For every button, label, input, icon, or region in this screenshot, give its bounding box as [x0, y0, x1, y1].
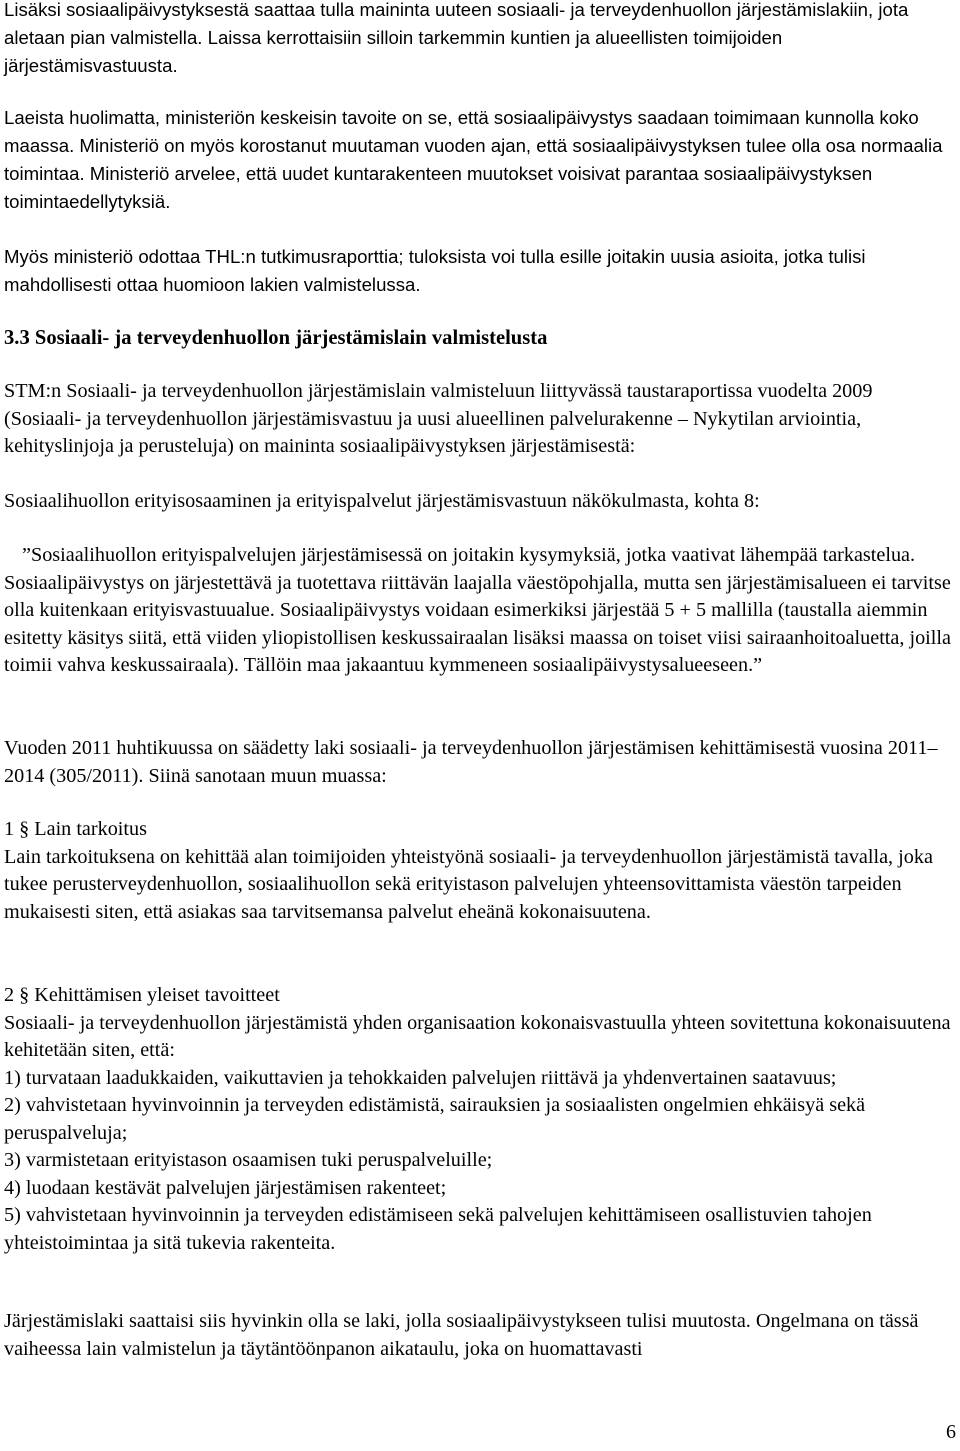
- list-item: 3) varmistetaan erityistason osaamisen tuki peruspalveluille;: [4, 1149, 493, 1171]
- paragraph-ministry-goal: Laeista huolimatta, ministeriön keskeisin tavoite on se, että sosiaalipäivystys saadaan toimimaan kunnolla koko maassa. Ministeriö on myös korostanut muutaman vuoden ajan, että sosiaalipäivystyksen tulee olla osa normaalia toimintaa. Ministeriö arvelee, että uudet kuntarakenteen muutokset voisivat parantaa sosiaalipäivystyksen toimintaedellytyksiä.: [4, 107, 943, 212]
- list-item: 2) vahvistetaan hyvinvoinnin ja terveyden edistämistä, sairauksien ja sosiaalisten ongelmien ehkäisyä sekä peruspalveluja;: [4, 1094, 866, 1144]
- list-item: 5) vahvistetaan hyvinvoinnin ja terveyden edistämiseen sekä palvelujen kehittämiseen osallistuvien tahojen yhteistoimintaa ja sitä tukevia rakenteita.: [4, 1204, 872, 1254]
- section-1: [4, 816, 954, 926]
- section-2: [4, 982, 954, 1257]
- paragraph-special-services: Sosiaalihuollon erityisosaaminen ja erityispalvelut järjestämisvastuun näkökulmasta, kohta 8:: [4, 490, 760, 512]
- paragraph-quote: ”Sosiaalihuollon erityispalvelujen järjestämisessä on joitakin kysymyksiä, jotka vaativat lähempää tarkastelua. Sosiaalipäivystys on järjestettävä ja tuotettava riittävän laajalla väestöpohjalla, mutta sen järjestämisalueen ei tarvitse olla kuitenkaan erityisvastuualue. Sosiaalipäivystys voidaan esimerkiksi järjestää 5 + 5 mallilla (taustalla aiemmin esitetty käsitys siitä, että viiden yliopistollisen keskussairaalan lisäksi maassa on toiset viisi sairaanhoitoaluetta, joilla toimii vahva keskussairaala). Tällöin maa jakaantuu kymmeneen sosiaalipäivystysalueeseen.”: [4, 544, 951, 676]
- section-1-body: Lain tarkoituksena on kehittää alan toimijoiden yhteistyönä sosiaali- ja terveydenhuollon järjestämistä tavalla, joka tukee perusterveydenhuollon, sosiaalihuollon sekä erityistason palvelujen yhteensovittamista väestön tarpeiden mukaisesti siten, että asiakas saa tarvitsemansa palvelut eheänä kokonaisuutena.: [4, 845, 933, 923]
- section-1-title: 1 § Lain tarkoitus: [4, 818, 147, 840]
- paragraph-law-2011: Vuoden 2011 huhtikuussa on säädetty laki sosiaali- ja terveydenhuollon järjestämisen kehittämisestä vuosina 2011–2014 (305/2011). Siinä sanotaan muun muassa:: [4, 737, 938, 787]
- paragraph-conclusion: Järjestämislaki saattaisi siis hyvinkin olla se laki, jolla sosiaalipäivystykseen tulisi muutosta. Ongelmana on tässä vaiheessa lain valmistelun ja täytäntöönpanon aikataulu, joka on huomattavasti: [4, 1310, 919, 1360]
- list-item: 1) turvataan laadukkaiden, vaikuttavien ja tehokkaiden palvelujen riittävä ja yhdenvertainen saatavuus;: [4, 1066, 837, 1089]
- paragraph-intro: Lisäksi sosiaalipäivystyksestä saattaa tulla maininta uuteen sosiaali- ja terveydenhuollon järjestämislakiin, jota aletaan pian valmistella. Laissa kerrottaisiin silloin tarkemmin kuntien ja alueellisten toimijoiden järjestämisvastuusta.: [4, 0, 909, 76]
- list-item: 4) luodaan kestävät palvelujen järjestämisen rakenteet;: [4, 1176, 447, 1199]
- paragraph-thl-report: Myös ministeriö odottaa THL:n tutkimusraporttia; tuloksista voi tulla esille joitakin uusia asioita, jotka tulisi mahdollisesti ottaa huomioon lakien valmistelussa.: [4, 246, 866, 295]
- paragraph-background-report: STM:n Sosiaali- ja terveydenhuollon järjestämislain valmisteluun liittyvässä taustaraportissa vuodelta 2009 (Sosiaali- ja terveydenhuollon järjestämisvastuu ja uusi alueellinen palvelurakenne – Nykytilan arviointia, kehityslinjoja ja perusteluja) on maininta sosiaalipäivystyksen järjestämisestä:: [4, 380, 873, 457]
- section-2-intro: Sosiaali- ja terveydenhuollon järjestämistä yhden organisaation kokonaisvastuulla yhteen sovitettuna kokonaisuutena kehitetään siten, että:: [4, 1011, 951, 1061]
- page-number: 6: [946, 1421, 956, 1443]
- section-2-title: 2 § Kehittämisen yleiset tavoitteet: [4, 984, 280, 1006]
- section-heading: 3.3 Sosiaali- ja terveydenhuollon järjestämislain valmistelusta: [4, 327, 548, 349]
